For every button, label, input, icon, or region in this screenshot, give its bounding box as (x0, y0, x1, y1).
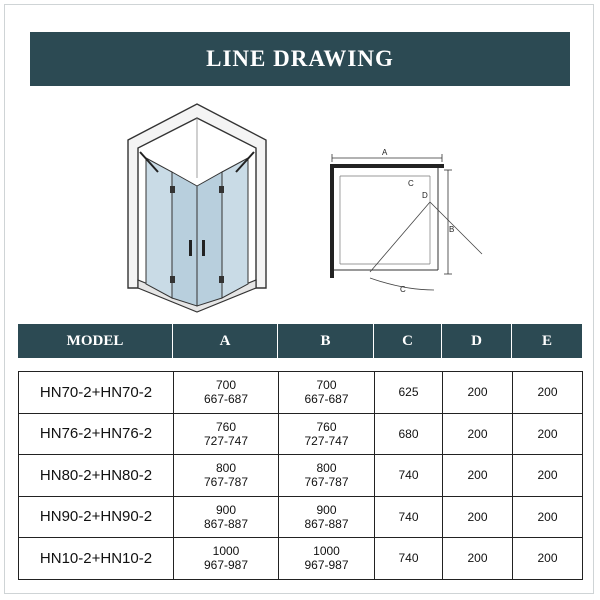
table-row (19, 538, 583, 580)
e-cell: 200 (513, 538, 583, 580)
e-cell: 200 (513, 496, 583, 538)
b-cell (279, 372, 375, 414)
d-cell: 200 (443, 496, 513, 538)
dimension-b-label: B (449, 225, 455, 234)
a-cell (174, 372, 279, 414)
table-row (19, 496, 583, 538)
c-cell: 625 (375, 372, 443, 414)
header-a: A (173, 324, 278, 358)
b-cell (279, 413, 375, 455)
b-range: 867-887 (304, 516, 349, 531)
dimension-d-label: D (422, 191, 428, 200)
model-cell: HN70-2+HN70-2 (19, 372, 174, 414)
a-range: 667-687 (203, 392, 249, 407)
a-cell (174, 496, 279, 538)
table-header (18, 324, 582, 358)
e-cell: 200 (513, 413, 583, 455)
b-cell (279, 538, 375, 580)
page-title: LINE DRAWING (30, 32, 570, 86)
header-c: C (374, 324, 442, 358)
dimension-a-label: A (382, 148, 388, 157)
a-cell (174, 538, 279, 580)
header-b: B (278, 324, 374, 358)
e-cell: 200 (513, 372, 583, 414)
model-cell: HN10-2+HN10-2 (19, 538, 174, 580)
model-cell: HN80-2+HN80-2 (19, 455, 174, 497)
b-nominal: 900 (316, 502, 337, 517)
a-range: 767-787 (203, 475, 249, 490)
enclosure-perspective-drawing (120, 100, 275, 315)
b-nominal: 700 (316, 378, 337, 393)
d-cell: 200 (443, 413, 513, 455)
b-range: 967-987 (304, 558, 349, 573)
a-nominal: 760 (215, 419, 237, 434)
header-model: MODEL (18, 324, 173, 358)
a-cell (174, 413, 279, 455)
model-cell: HN90-2+HN90-2 (19, 496, 174, 538)
a-nominal: 800 (215, 461, 237, 476)
a-range: 967-987 (203, 558, 249, 573)
c-cell: 740 (375, 496, 443, 538)
d-cell: 200 (443, 455, 513, 497)
b-nominal: 760 (316, 419, 337, 434)
e-cell: 200 (513, 455, 583, 497)
table-row (19, 413, 583, 455)
a-nominal: 900 (215, 502, 237, 517)
b-nominal: 800 (316, 461, 337, 476)
table-row (19, 455, 583, 497)
header-e: E (541, 332, 552, 349)
a-nominal: 700 (215, 378, 237, 393)
dimension-c-small-label: C (408, 179, 414, 188)
b-cell (279, 496, 375, 538)
d-cell: 200 (443, 538, 513, 580)
d-cell: 200 (443, 372, 513, 414)
c-cell: 740 (375, 538, 443, 580)
b-cell (279, 455, 375, 497)
c-cell: 680 (375, 413, 443, 455)
a-nominal: 1000 (212, 544, 240, 559)
b-range: 767-787 (304, 475, 349, 490)
enclosure-plan-drawing (322, 140, 492, 300)
header-d: D (442, 324, 512, 358)
dimension-c-label: C (400, 285, 406, 294)
a-range: 867-887 (203, 516, 249, 531)
table-row (19, 372, 583, 414)
model-cell: HN76-2+HN76-2 (19, 413, 174, 455)
c-cell: 740 (375, 455, 443, 497)
a-range: 727-747 (203, 433, 249, 448)
dimensions-table (18, 371, 583, 580)
a-cell (174, 455, 279, 497)
b-range: 727-747 (304, 433, 349, 448)
b-nominal: 1000 (313, 544, 340, 559)
b-range: 667-687 (304, 392, 349, 407)
